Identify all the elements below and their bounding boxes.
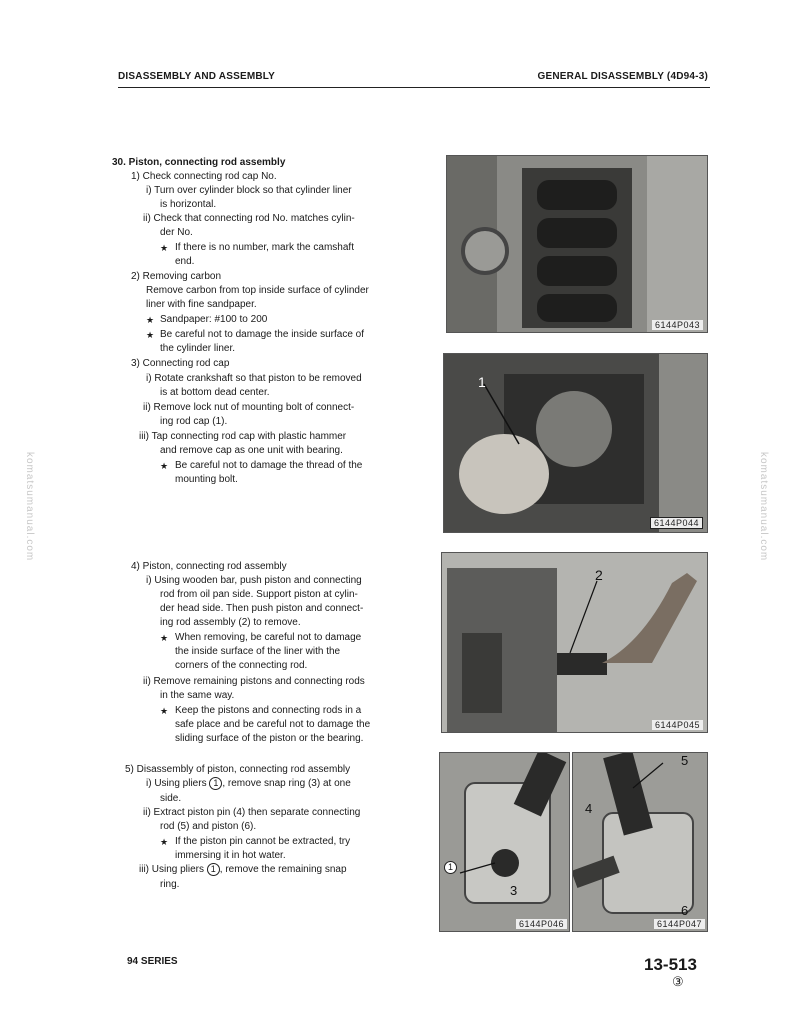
step-4-ii-a: ii) Remove remaining pistons and connecting rods <box>143 676 365 687</box>
step-4-note1-c: corners of the connecting rod. <box>175 660 308 671</box>
callout-1: 1 <box>444 861 457 874</box>
step-4-i-b: rod from oil pan side. Support piston at cylin- <box>160 589 358 600</box>
step-1-title: 1) Check connecting rod cap No. <box>131 171 277 182</box>
step-4-note1-b: the inside surface of the liner with the <box>175 646 341 657</box>
photo-code: 6144P046 <box>516 919 567 929</box>
star-icon <box>160 459 168 474</box>
step-3-iii-cont: and remove cap as one unit with bearing. <box>160 445 343 456</box>
photo-code: 6144P043 <box>652 320 703 330</box>
callout-1: 1 <box>478 374 486 390</box>
step-5-title: 5) Disassembly of piston, connecting rod assembly <box>125 764 351 775</box>
photo-snap-ring <box>439 752 570 932</box>
step-1-ii-cont: der No. <box>160 227 193 238</box>
step-3-ii-cont: ing rod cap (1). <box>160 416 228 427</box>
step-5-iii-a: iii) Using pliers 1 , remove the remaining snap <box>139 864 347 876</box>
star-icon <box>160 835 168 850</box>
step-2-note2-cont: the cylinder liner. <box>160 343 236 354</box>
snap-ring-illustration <box>440 753 570 932</box>
star-icon <box>146 313 154 328</box>
step-3-i: i) Rotate crankshaft so that piston to be removed <box>146 373 362 384</box>
photo-code: 6144P045 <box>652 720 703 730</box>
watermark-right: komatsumanual.com <box>758 452 769 562</box>
watermark-left: komatsumanual.com <box>24 452 35 562</box>
step-5-note-a: If the piston pin cannot be extracted, try <box>175 836 351 847</box>
step-3-i-cont: is at bottom dead center. <box>160 387 270 398</box>
revision-mark: ③ <box>672 974 684 989</box>
photo-piston-pin <box>572 752 708 932</box>
piston-push-illustration <box>442 553 708 733</box>
callout-3: 3 <box>510 883 518 898</box>
step-5-ii-a: ii) Extract piston pin (4) then separate connecting <box>143 807 361 818</box>
step-2-title: 2) Removing carbon <box>131 271 222 282</box>
photo-code: 6144P047 <box>654 919 705 929</box>
step-5-ii-b: rod (5) and piston (6). <box>160 821 257 832</box>
tool-number-badge: 1 <box>209 777 222 790</box>
page-number: 13-513 <box>644 955 697 974</box>
step-1-note-cont: end. <box>175 256 195 267</box>
step-4-note1-a: When removing, be careful not to damage <box>175 632 362 643</box>
step-4-ii-b: in the same way. <box>160 690 235 701</box>
header-left: DISASSEMBLY AND ASSEMBLY <box>118 71 276 82</box>
step-3-ii: ii) Remove lock nut of mounting bolt of connect- <box>143 402 355 413</box>
step-2-line2: liner with fine sandpaper. <box>146 299 257 310</box>
star-icon <box>160 241 168 256</box>
photo-code: 6144P044 <box>650 517 703 529</box>
header-right: GENERAL DISASSEMBLY (4D94-3) <box>537 71 708 82</box>
step-4-note2-c: sliding surface of the piston or the bearing. <box>175 733 364 744</box>
callout-4: 4 <box>585 801 593 816</box>
step-1-ii: ii) Check that connecting rod No. matches cylin- <box>143 213 355 224</box>
step-1-i: i) Turn over cylinder block so that cylinder liner <box>146 185 352 196</box>
step-5-i-a: i) Using pliers 1 , remove snap ring (3) at one <box>146 778 351 790</box>
step-3-iii: iii) Tap connecting rod cap with plastic hammer <box>139 431 347 442</box>
tool-number-badge: 1 <box>207 863 220 876</box>
step-2-note1: Sandpaper: #100 to 200 <box>160 314 268 325</box>
step-3-note: Be careful not to damage the thread of the <box>175 460 363 471</box>
step-4-i-d: ing rod assembly (2) to remove. <box>160 617 301 628</box>
step-2-line1: Remove carbon from top inside surface of cylinder <box>146 285 369 296</box>
photo-connecting-rod-cap <box>443 353 708 533</box>
step-4-i-c: der head side. Then push piston and connect- <box>160 603 364 614</box>
step-5-i-c: side. <box>160 793 182 804</box>
footer-series: 94 SERIES <box>127 956 178 967</box>
engine-block-illustration <box>447 156 708 333</box>
step-4-i-a: i) Using wooden bar, push piston and connecting <box>146 575 362 586</box>
section-title: 30. Piston, connecting rod assembly <box>112 157 286 168</box>
callout-6: 6 <box>681 903 689 918</box>
callout-2: 2 <box>595 567 603 583</box>
photo-cylinder-block <box>446 155 708 333</box>
header-rule <box>118 87 710 88</box>
photo-piston-removal <box>441 552 708 733</box>
star-icon <box>146 328 154 343</box>
step-1-i-cont: is horizontal. <box>160 199 217 210</box>
step-3-title: 3) Connecting rod cap <box>131 358 230 369</box>
step-4-note2-a: Keep the pistons and connecting rods in a <box>175 705 362 716</box>
step-1-note: If there is no number, mark the camshaft <box>175 242 354 253</box>
step-5-note-b: immersing it in hot water. <box>175 850 286 861</box>
star-icon <box>160 704 168 719</box>
step-3-note-cont: mounting bolt. <box>175 474 238 485</box>
star-icon <box>160 631 168 646</box>
step-5-iii-c: ring. <box>160 879 180 890</box>
step-2-note2: Be careful not to damage the inside surface of <box>160 329 365 340</box>
step-4-note2-b: safe place and be careful not to damage the <box>175 719 371 730</box>
step-4-title: 4) Piston, connecting rod assembly <box>131 561 287 572</box>
callout-5: 5 <box>681 753 689 768</box>
